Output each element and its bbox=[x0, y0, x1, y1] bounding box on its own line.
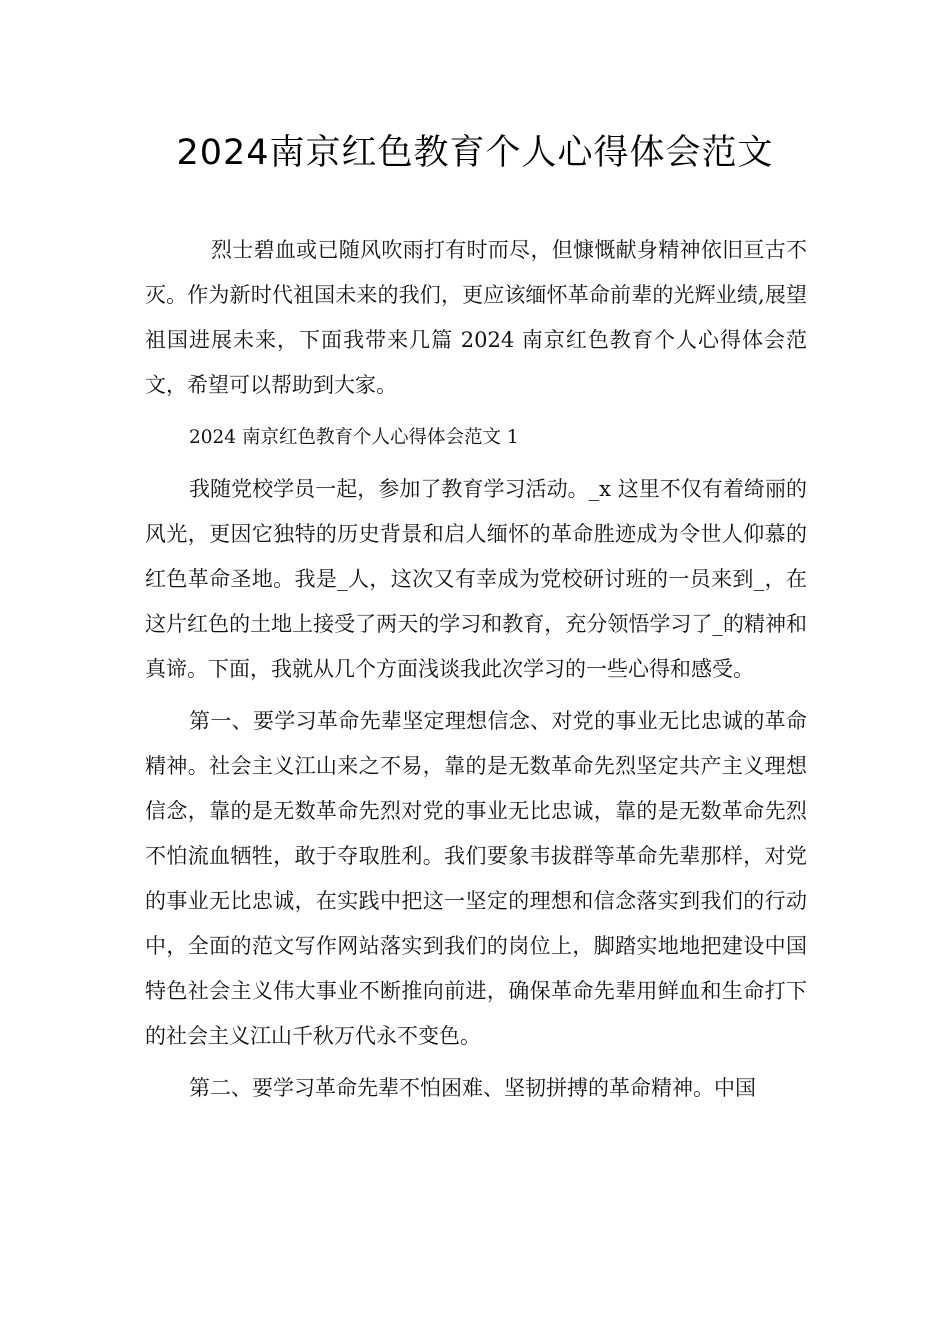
body-paragraph: 第一、要学习革命先辈坚定理想信念、对党的事业无比忠诚的革命精神。社会主义江山来之不易，靠的是无数革命先烈坚定共产主义理想信念，靠的是无数革命先烈对党的事业无比忠诚，靠的是无数革命先烈不怕流血牺牲，敢于夺取胜利。我们要象韦拔群等革命先辈那样，对党的事业无比忠诚，在实践中把这一坚定的理想和信念落实到我们的行动中，全面的范文写作网站落实到我们的岗位上，脚踏实地地把建设中国特色社会主义伟大事业不断推向前进，确保革命先辈用鲜血和生命打下的社会主义江山千秋万代永不变色。 bbox=[145, 709, 807, 1048]
document-body bbox=[145, 228, 807, 1118]
body-paragraph: 我随党校学员一起，参加了教育学习活动。_x 这里不仅有着绮丽的风光，更因它独特的历史背景和启人缅怀的革命胜迹成为令世人仰慕的红色革命圣地。我是_人，这次又有幸成为党校研讨班的一员来到_，在这片红色的土地上接受了两天的学习和教育，充分领悟学习了_的精神和真谛。下面，我就从几个方面浅谈我此次学习的一些心得和感受。 bbox=[145, 477, 807, 681]
document-title: 2024南京红色教育个人心得体会范文 bbox=[176, 133, 774, 173]
section-heading: 2024 南京红色教育个人心得体会范文 1 bbox=[189, 427, 519, 448]
intro-paragraph: 烈士碧血或已随风吹雨打有时而尽，但慷慨献身精神依旧亘古不灭。作为新时代祖国未来的我们，更应该缅怀革命前辈的光辉业绩,展望祖国进展未来，下面我带来几篇 2024 南京红色教育个人心得体会范文，希望可以帮助到大家。 bbox=[145, 238, 807, 397]
body-paragraph: 第二、要学习革命先辈不怕困难、坚韧拼搏的革命精神。中国 bbox=[189, 1076, 756, 1100]
